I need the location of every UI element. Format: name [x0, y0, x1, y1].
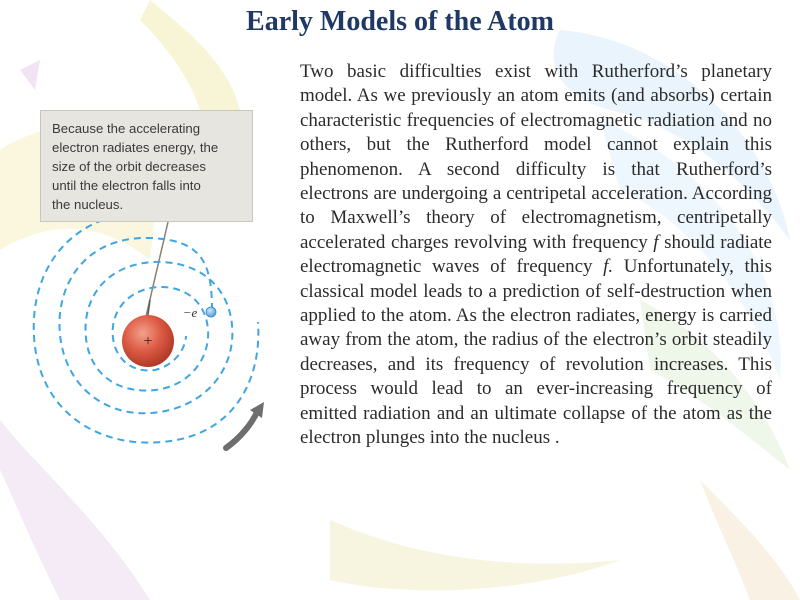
- electron-label: −e: [182, 305, 198, 320]
- caption-line: until the electron falls into: [52, 178, 201, 193]
- orbit-direction-arrow: [226, 410, 258, 448]
- figure-caption: [40, 110, 253, 222]
- slide-title: Early Models of the Atom: [246, 6, 554, 37]
- body-paragraph: [300, 60, 772, 451]
- frequency-symbol: f: [653, 231, 659, 253]
- caption-line: the nucleus.: [52, 197, 124, 212]
- caption-line: size of the orbit decreases: [52, 159, 206, 174]
- nucleus-label: +: [143, 333, 153, 350]
- paragraph-part: Unfortunately, this classical model leads to a prediction of self-destruction when applied to the atom. As the electron radiates, energy is carried away from the atom, the radius of the electron’s orbit steadily decreases, and its frequency of revolution increases. This process would lead to an ever-increasing frequency of emitted radiation and an ultimate collapse of the atom as the electron plunges into the nucleus .: [300, 256, 772, 449]
- caption-line: Because the accelerating: [52, 121, 201, 136]
- frequency-symbol: f.: [603, 256, 614, 278]
- caption-line: electron radiates energy, the: [52, 140, 219, 155]
- electron: [206, 307, 216, 317]
- paragraph-part: Two basic difficulties exist with Rutherford’s planetary model. As we previously an atom emits (and absorbs) certain characteristic frequencies of electromagnetic radiation and no others, but the Rutherford model cannot explain this phenomenon. A second difficulty is that Rutherford’s electrons are undergoing a centripetal acceleration. According to Maxwell’s theory of electromagnetism, centripetally accelerated charges revolving with frequency: [300, 61, 772, 253]
- paragraph-part: should radiate electromagnetic waves of frequency: [300, 231, 772, 278]
